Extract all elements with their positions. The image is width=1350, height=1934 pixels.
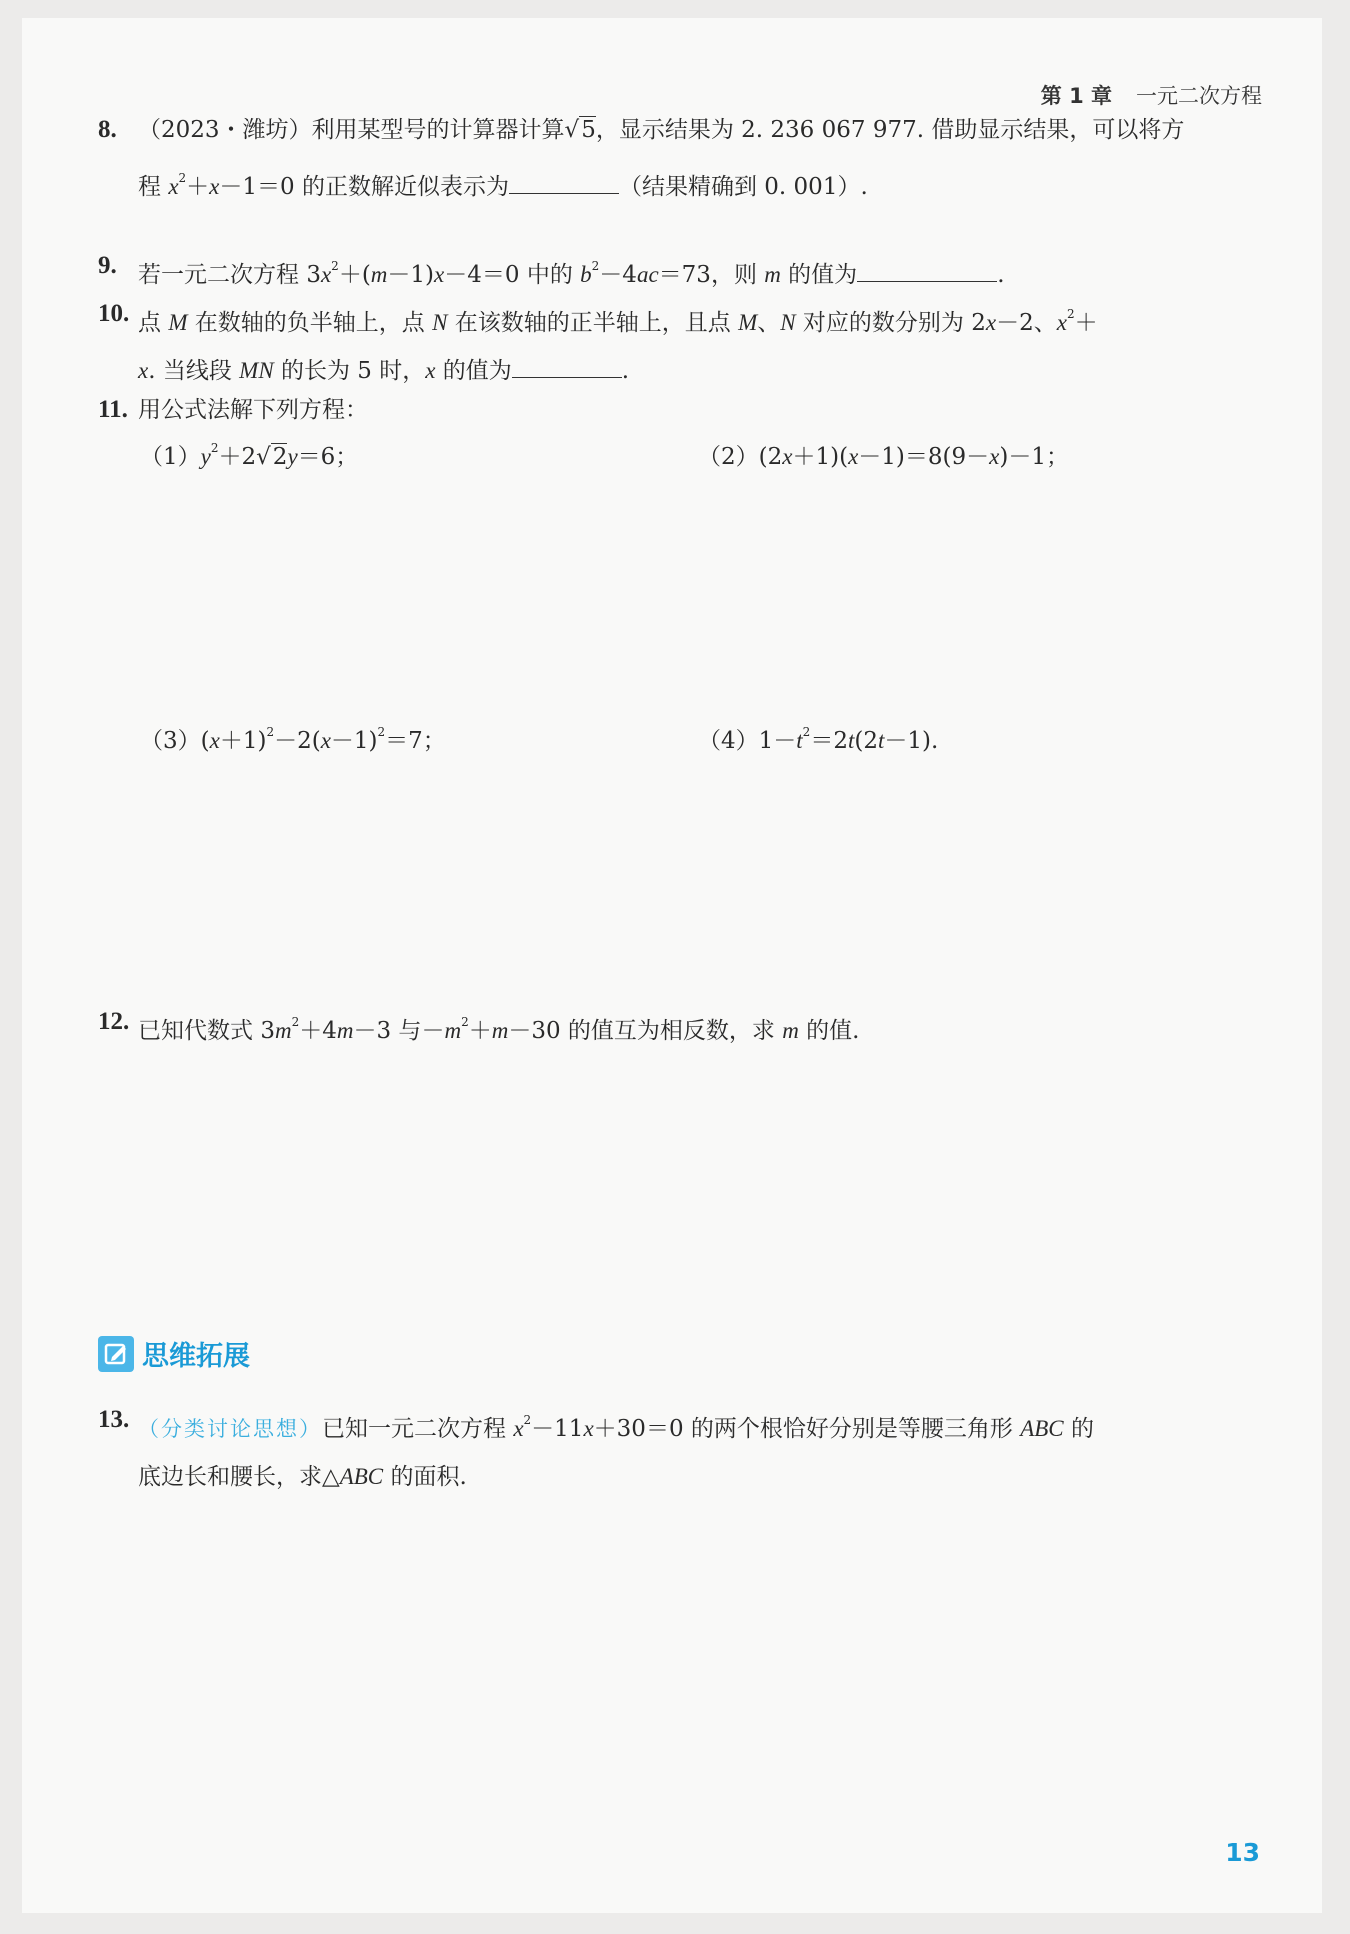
question-text: 已知代数式 [138,1018,261,1044]
question-text: 利用某型号的计算器计算 [311,117,565,143]
method-tag: （分类讨论思想） [138,1417,322,1441]
question-text: 的值为 [780,262,858,288]
answer-blank[interactable] [857,255,997,282]
question-text: 的值互为相反数，求 [560,1018,783,1044]
pencil-note-icon [98,1336,134,1372]
question-text: 在该数轴的正半轴上，且点 [447,310,739,336]
question-text: 底边长和腰长，求△ [138,1464,340,1490]
q11-part-1: $(1)y^2+2√2y=6$； [140,441,359,470]
question-text: 的正数解近似表示为 [294,174,509,200]
part-label: （2） [698,444,759,470]
part-label: （1） [140,444,201,470]
question-text: 与 [391,1018,422,1044]
question-text: 中的 [519,262,581,288]
question-text: 程 [138,174,169,200]
q11-part-3: $(3)(x+1)^2-2(x-1)^2=7$； [140,725,446,754]
question-12: 12. 已知代数式 $3m^2+4m-3$ 与$-m^2+m-30$ 的值互为相反数，求 m 的值. [98,998,1283,1055]
question-text: ，则 [710,262,765,288]
chapter-label: 第 1 章 [1040,84,1112,108]
chapter-title: 一元二次方程 [1136,84,1262,108]
question-number: 13. [98,1406,130,1433]
section-title: 思维拓展 [142,1341,250,1372]
workbook-page [22,18,1322,1913]
question-8: 8. （2023・潍坊）利用某型号的计算器计算√5，显示结果为 2. 236 067 977. 借助显示结果，可以将方 程 $x^2+x-1=0$ 的正数解近似表示为 （结果精确到 0. 001）. [98,106,1283,211]
question-number: 12. [98,1008,130,1035]
answer-blank[interactable] [509,167,619,194]
question-number: 10. [98,300,130,327]
question-text: 已知一元二次方程 [322,1416,514,1442]
section-header [98,1334,250,1373]
question-text: 用公式法解下列方程： [138,397,368,423]
question-number: 8. [98,116,117,143]
question-11 [98,386,1283,434]
punctuation: . [621,358,630,384]
question-text: 在数轴的负半轴上，点 [187,310,433,336]
question-13: 13. （分类讨论思想）已知一元二次方程 $x^2-11x+30=0$ 的两个根恰好分别是等腰三角形 ABC 的 底边长和腰长，求△ABC 的面积. [98,1396,1283,1501]
question-number: 11. [98,396,128,423]
question-text: ，显示结果为 2. 236 067 977. 借助显示结果，可以将方 [595,117,1185,143]
question-text: 的 [1063,1416,1094,1442]
question-text: 点 [138,310,169,336]
q11-part-4: $(4)1-t^2=2t(2t-1)$. [698,725,939,754]
question-text: 若一元二次方程 [138,262,307,288]
answer-blank[interactable] [512,351,622,378]
question-text: （结果精确到 0. 001）. [618,174,868,200]
question-number: 9. [98,252,117,279]
punctuation: . [997,262,1005,288]
question-9: 9. 若一元二次方程 $3x^2+(m-1)x-4=0$ 中的 $b^2-4ac=73$，则 m 的值为 . [98,242,1283,299]
question-text: 的长为 5 时， [273,358,426,384]
sqrt-argument: 5 [581,117,596,143]
q11-part-2: （2）(2x＋1)(x－1)＝8(9－x)－1； [698,444,1069,470]
part-label: （4） [698,728,759,754]
question-source: （2023・潍坊） [138,117,312,143]
page-number: 13 [1225,1838,1260,1867]
question-text: 的值. [798,1018,860,1044]
question-10: 10. 点 M 在数轴的负半轴上，点 N 在该数轴的正半轴上，且点 M、N 对应的数分别为 2x－2、$x^2+$ x. 当线段 MN 的长为 5 时，x 的值为 . [98,290,1283,395]
part-label: （3） [140,728,201,754]
question-text: 对应的数分别为 [795,310,972,336]
question-text: 的面积. [383,1464,467,1490]
question-text: 的两个根恰好分别是等腰三角形 [683,1416,1021,1442]
question-text: . 当线段 [148,358,240,384]
question-text: 的值为 [435,358,512,384]
